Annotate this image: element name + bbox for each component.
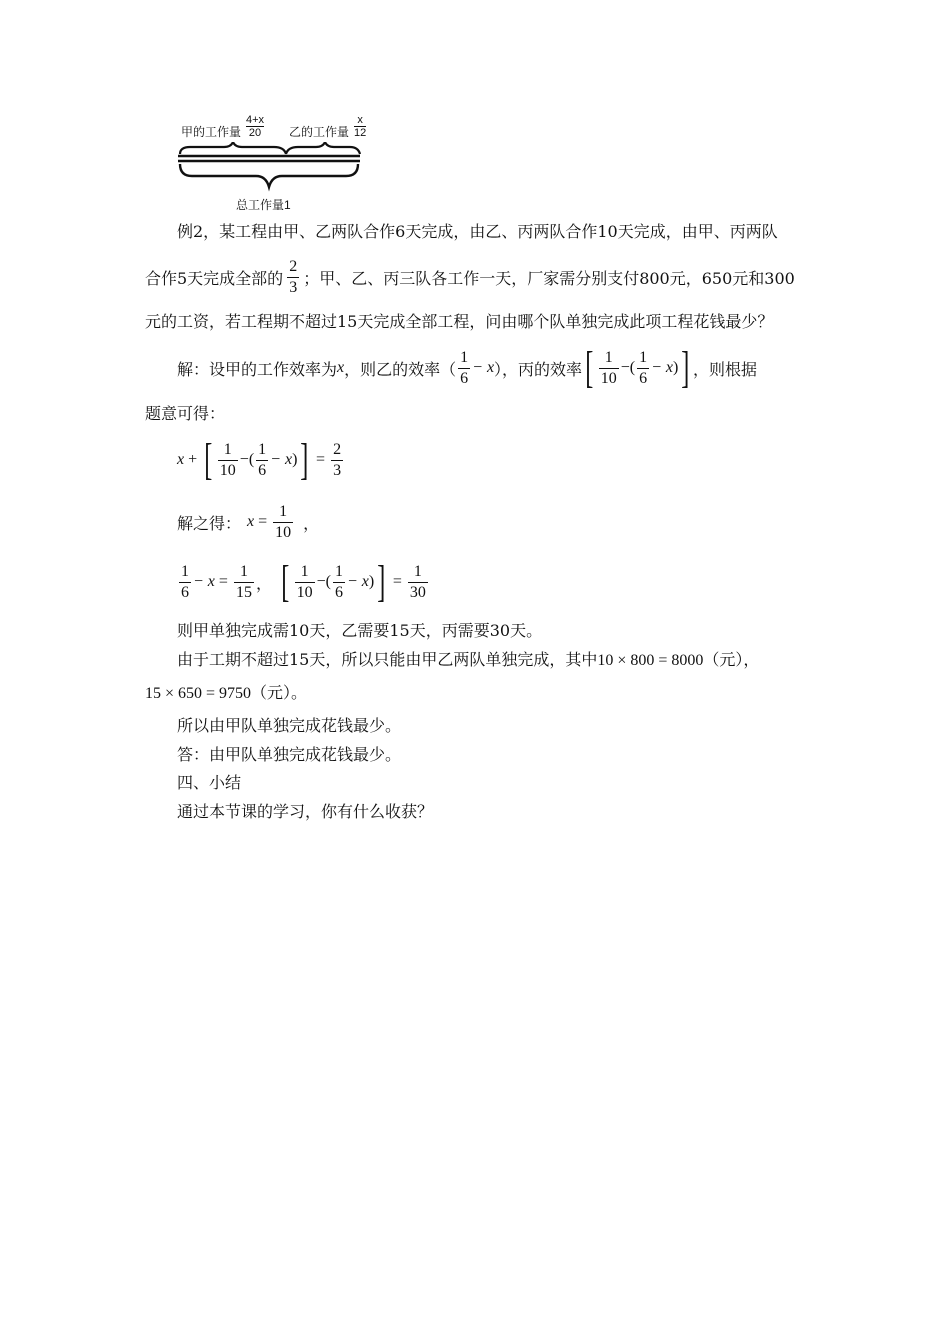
diagram-braces xyxy=(176,142,364,192)
diagram-b-den: 12 xyxy=(354,127,367,139)
frac-den: 6 xyxy=(334,583,343,601)
solution-intro-line: 解：设甲的工作效率为 x ，则乙的效率（ $\frac{1}{6}$ − x ），丙的效率 [ $\frac{1}{10}$ − ( $\frac{1}{6}$ − x ) ] ，则根据 xyxy=(177,343,757,392)
solve-label: 解之得： xyxy=(177,513,242,533)
frac-den: 6 xyxy=(460,369,469,387)
frac-one-tenth xyxy=(599,348,619,389)
frac-one-sixth xyxy=(256,440,268,481)
diagram-a-den: 20 xyxy=(246,126,264,139)
frac-num: 1 xyxy=(334,562,343,580)
diagram-b-label: 乙的工作量 xyxy=(289,125,350,139)
var-x: x xyxy=(177,451,185,468)
equals-sign: = xyxy=(392,573,402,590)
frac-num: 1 xyxy=(258,440,267,458)
frac-two-thirds xyxy=(331,440,343,481)
frac-den: 15 xyxy=(235,583,252,601)
frac-one-sixth xyxy=(637,348,649,389)
frac-one-tenth xyxy=(295,562,315,603)
cost-line-1-text: 由于工期不超过15天，所以只能由甲乙两队单独完成，其中 xyxy=(177,650,598,669)
diagram-a-num: 4+x xyxy=(246,114,265,126)
equals-sign: = xyxy=(258,513,268,530)
solution-intro-a: 解：设甲的工作效率为 xyxy=(177,359,338,379)
left-bracket: [ xyxy=(585,343,594,392)
frac-one-sixth xyxy=(333,562,345,603)
solution-intro-e: 题意可得： xyxy=(145,404,226,423)
equation-main: x + [ $\frac{1}{10}$ − ( $\frac{1}{6}$ − x ) ] = $\frac{2}{3}$ xyxy=(177,435,342,484)
right-bracket: ] xyxy=(681,343,690,392)
left-bracket: [ xyxy=(204,435,213,484)
solution-intro-c: ），丙的效率 xyxy=(494,359,583,379)
top-brace-a xyxy=(180,142,286,154)
cost-equation-b: 15 × 650 = 9750 xyxy=(145,685,252,702)
example-line-2 xyxy=(145,255,795,299)
diagram-a-label: 甲的工作量 xyxy=(181,125,242,139)
bottom-brace xyxy=(180,164,358,187)
left-bracket: [ xyxy=(281,557,290,606)
frac-den: 30 xyxy=(409,583,426,601)
cost-line-1-unit: （元）， xyxy=(703,650,760,669)
cost-line-2-unit: （元）。 xyxy=(251,683,308,702)
efficiency-line: $\frac{1}{6}$ − x = $\frac{1}{15}$ ， [ $\frac{1}{10}$ − ( $\frac{1}{6}$ − x ) ] = $\frac{1}{30}$ xyxy=(181,557,426,606)
solution-intro-b: ，则乙的效率（ xyxy=(344,359,457,379)
frac-den: 10 xyxy=(275,523,292,541)
diagram-total-label: 总工作量1 xyxy=(236,198,291,212)
diagram-b-fraction xyxy=(354,114,366,139)
top-brace-b xyxy=(286,142,360,154)
frac-den: 6 xyxy=(639,369,648,387)
frac-den: 10 xyxy=(296,583,313,601)
frac-den: 10 xyxy=(600,369,617,387)
conclusion-line: 所以由甲队单独完成花钱最少。 xyxy=(177,716,402,735)
var-x: x xyxy=(337,359,345,376)
cost-line-1 xyxy=(177,650,759,670)
equals-sign: = xyxy=(316,451,326,468)
frac-den: 6 xyxy=(181,583,189,601)
frac-num: 1 xyxy=(223,440,232,458)
right-bracket: ] xyxy=(377,557,386,606)
frac-one-tenth xyxy=(218,440,238,481)
minus-x: − x xyxy=(270,451,293,468)
cost-line-2 xyxy=(145,683,307,703)
solve-x-line xyxy=(177,500,319,544)
frac-num: 1 xyxy=(300,562,309,580)
frac-num: 1 xyxy=(460,348,469,366)
example-line-2-pre: 合作5天完成全部的 xyxy=(145,268,284,288)
fraction-two-thirds xyxy=(287,257,299,298)
frac-one-fifteenth xyxy=(234,562,254,603)
summary-heading: 四、小结 xyxy=(177,773,242,792)
comma: ， xyxy=(255,573,272,593)
comma: ， xyxy=(303,513,320,533)
frac-num: 2 xyxy=(333,440,342,458)
minus-x: − x xyxy=(193,573,215,590)
frac-num: 2 xyxy=(289,257,298,275)
frac-num: 1 xyxy=(181,562,189,580)
frac-den: 3 xyxy=(333,461,342,479)
frac-one-sixth xyxy=(458,348,470,389)
diagram-b-num: x xyxy=(357,114,363,126)
right-bracket: ] xyxy=(300,435,309,484)
frac-num: 1 xyxy=(413,562,422,580)
minus-sign: − xyxy=(620,359,630,376)
frac-one-sixth xyxy=(179,562,191,603)
minus-x: − x xyxy=(346,573,369,590)
example-line-2-post: ；甲、乙、丙三队各工作一天，厂家需分别支付800元，650元和300 xyxy=(303,268,795,288)
example-line-1: 例2，某工程由甲、乙两队合作6天完成，由乙、丙两队合作10天完成，由甲、丙两队 xyxy=(177,222,778,241)
minus-x: − x xyxy=(472,359,495,376)
frac-den: 6 xyxy=(258,461,267,479)
minus-sign: − xyxy=(239,451,249,468)
minus-x: − x xyxy=(651,359,673,376)
frac-num: 1 xyxy=(239,562,248,580)
frac-den: 3 xyxy=(289,278,298,296)
frac-num: 1 xyxy=(604,348,613,366)
equals-sign: = xyxy=(218,573,228,590)
frac-num: 1 xyxy=(639,348,648,366)
results-line: 则甲单独完成需10天，乙需要15天，丙需要30天。 xyxy=(177,621,543,640)
frac-num: 1 xyxy=(279,502,288,520)
solution-intro-d: ，则根据 xyxy=(692,359,757,379)
answer-line: 答：由甲队单独完成花钱最少。 xyxy=(177,745,402,764)
frac-one-thirtieth xyxy=(408,562,428,603)
example-line-3: 元的工资，若工程期不超过15天完成全部工程，问由哪个队单独完成此项工程花钱最少？ xyxy=(145,312,774,331)
frac-one-tenth xyxy=(273,502,293,543)
plus-sign: + xyxy=(188,451,198,468)
var-x: x xyxy=(247,513,255,530)
cost-equation-a: 10 × 800 = 8000 xyxy=(597,652,704,669)
frac-den: 10 xyxy=(219,461,236,479)
summary-question: 通过本节课的学习，你有什么收获？ xyxy=(177,802,434,821)
minus-sign: − xyxy=(316,573,326,590)
diagram-a-fraction xyxy=(246,114,264,139)
